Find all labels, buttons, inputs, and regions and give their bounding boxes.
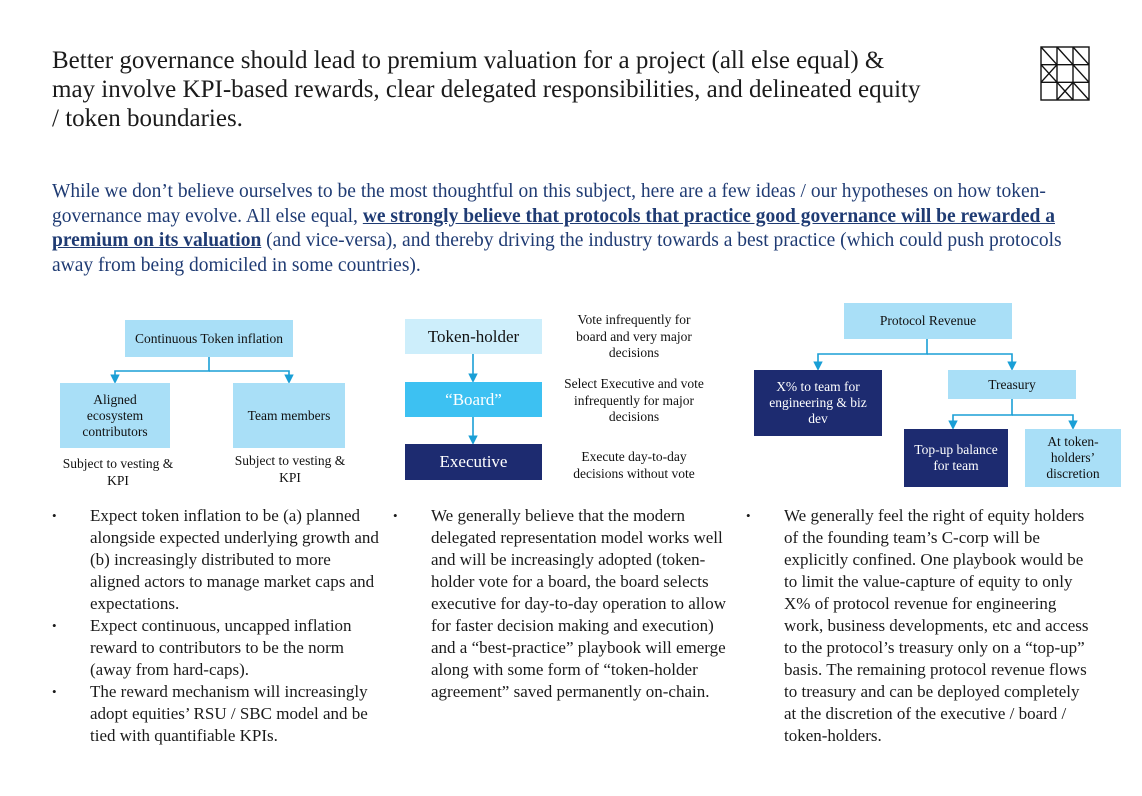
intro-text-part1: While we don’t believe ourselves to be the most thoughtful on this subject, here are a few ideas / our hypotheses on how token-governance may evolve. All else equal, <box>52 181 1046 227</box>
token-holder-box: Token-holder <box>405 319 542 354</box>
intro-text-part2: (and vice-versa), and thereby driving the industry towards a best practice (which could push protocols away from being domiciled in some countries). <box>52 230 1062 276</box>
aligned-contributors-box: Aligned ecosystem contributors <box>60 383 170 448</box>
list-item: • Expect token inflation to be (a) planned alongside expected underlying growth and (b) increasingly distributed to more aligned actors to manage market caps and expectations. <box>52 505 382 615</box>
team-share-box: X% to team for engineering & biz dev <box>754 370 882 436</box>
topup-balance-box: Top-up balance for team <box>904 429 1008 487</box>
list-item: • We generally feel the right of equity holders of the founding team’s C-corp will be explicitly confined. One playbook would be to limit the value-capture of equity to only X% of protocol revenue for engineering work, business developments, etc and access to the protocol’s treasury only on a “top-up” basis. The remaining protocol revenue flows to treasury and can be deployed completely at the discretion of the executive / board / token-holders. <box>746 505 1091 747</box>
token-holder-note: Vote infrequently for board and very major decisions <box>576 312 692 360</box>
protocol-revenue-box: Protocol Revenue <box>844 303 1012 339</box>
column-3-bullets <box>746 505 1091 747</box>
token-holder-discretion-box: At token-holders’ discretion <box>1025 429 1121 487</box>
treasury-box: Treasury <box>948 370 1076 399</box>
board-box: “Board” <box>405 382 542 417</box>
list-item: • Expect continuous, uncapped inflation reward to contributors to be the norm (away from hard-caps). <box>52 615 382 681</box>
left-vesting-note: Subject to vesting & KPI <box>62 456 174 488</box>
executive-box: Executive <box>405 444 542 480</box>
continuous-token-inflation-box: Continuous Token inflation <box>125 320 293 357</box>
column-1-bullets <box>52 505 382 747</box>
intro-emphasis: we strongly believe that protocols that practice good governance will be rewarded a premium on its valuation <box>52 205 1055 251</box>
column-2-bullets <box>393 505 728 703</box>
list-item: • The reward mechanism will increasingly adopt equities’ RSU / SBC model and be tied with quantifiable KPIs. <box>52 681 382 747</box>
executive-note: Execute day-to-day decisions without vote <box>573 449 695 481</box>
team-members-box: Team members <box>233 383 345 448</box>
board-note: Select Executive and vote infrequently for major decisions <box>564 376 704 424</box>
page-title: Better governance should lead to premium valuation for a project (all else equal) & may involve KPI-based rewards, clear delegated responsibilities, and delineated equity / token boundaries. <box>52 47 921 132</box>
right-vesting-note: Subject to vesting & KPI <box>234 453 346 485</box>
list-item: • We generally believe that the modern delegated representation model works well and will be increasingly adopted (token-holder vote for a board, the board selects executive for day-to-day operation to allow for faster decision making and execution) and a “best-practice” playbook will emerge along with some form of “token-holder agreement” saved permanently on-chain. <box>393 505 728 703</box>
